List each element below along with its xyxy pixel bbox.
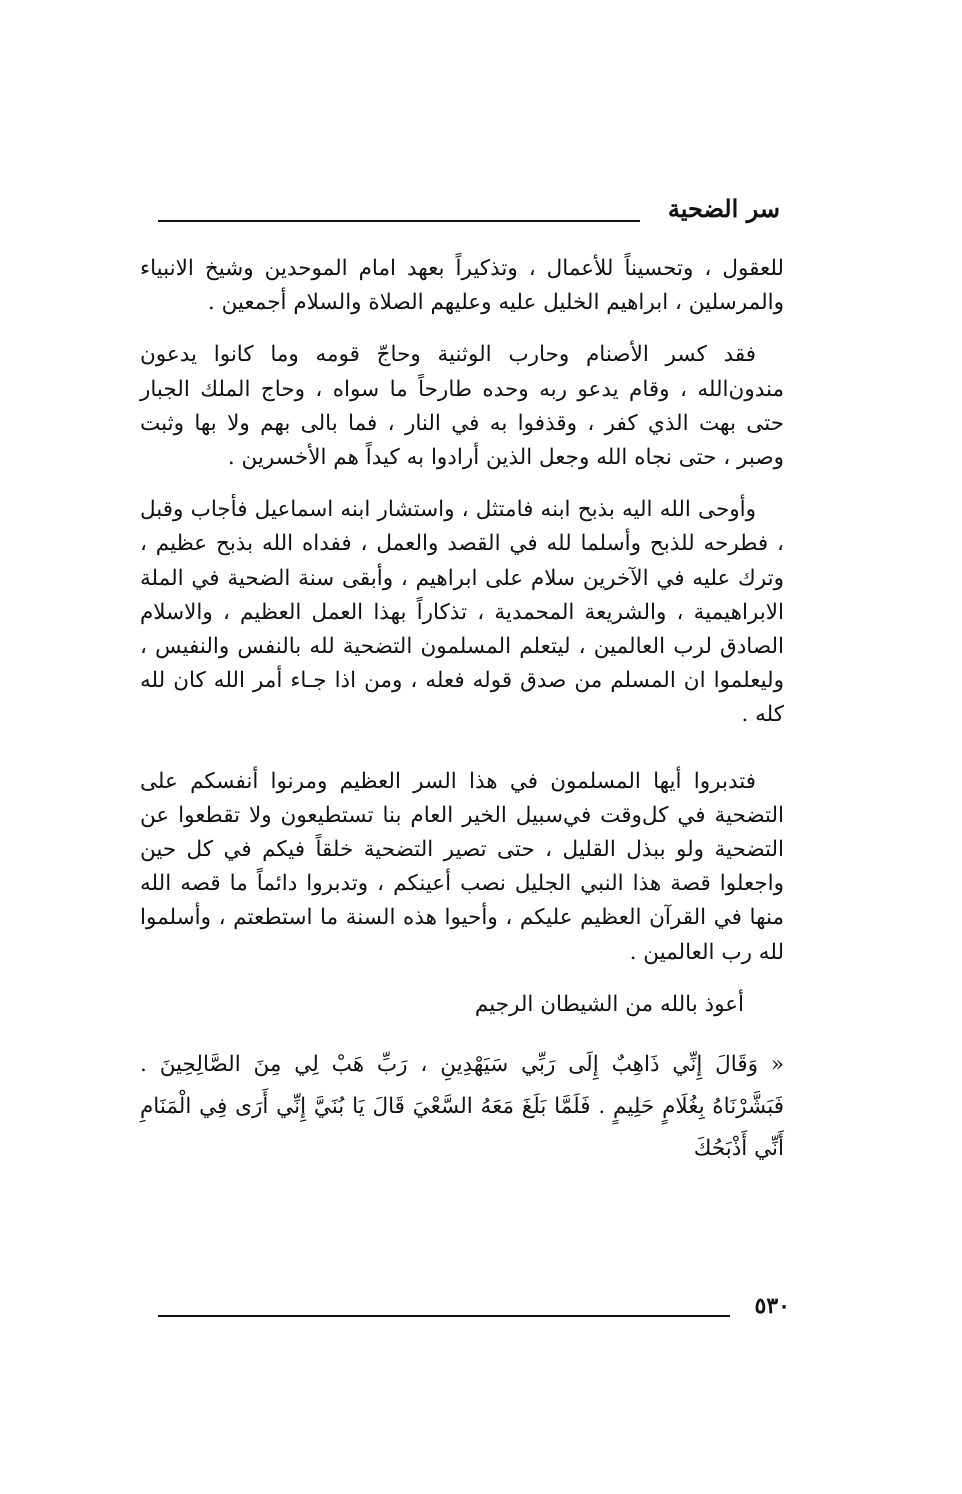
body-text (140, 252, 784, 1170)
paragraph-gap (140, 475, 784, 493)
paragraph-1: للعقول ، وتحسيناً للأعمال ، وتذكيراً بعهد امام الموحدين وشيخ الانبياء والمرسلين ، ابراهيم الخليل عليه وعليهم الصلاة والسلام أجمعين . (140, 256, 784, 316)
chapter-title: سر الضحية (667, 194, 780, 223)
paragraph-2: فقد كسر الأصنام وحارب الوثنية وحاجّ قومه وما كانوا يدعون مندون‌الله ، وقام يدعو ربه وحده طارحاً ما سواه ، وحاج الملك الجبار حتى بهت الذي كفر ، وقذفوا به في النار ، فما بالى بهم ولا بها وثبت وصبر ، حتى نجاه الله وجعل الذين أرادوا به كيداً هم الأخسرين . (140, 342, 784, 471)
paragraph-gap (140, 1022, 784, 1044)
page-number: ٥٣٠ (754, 1293, 790, 1319)
paragraph-gap (140, 970, 784, 988)
running-header (158, 192, 780, 232)
page-footer (158, 1292, 790, 1332)
paragraph-gap (140, 320, 784, 338)
paragraph-4: فتدبروا أيها المسلمون في هذا السر العظيم ومرنوا أنفسكم على التضحية في كل‌وقت في‌سبيل الخير العام بنا تستطيعون ولا تقطعوا عن التضحية ولو ببذل القليل ، حتى تصير التضحية خلقاً فيكم في كل حين واجعلوا قصة هذا النبي الجليل نصب أعينكم ، وتدبروا دائماً ما قصه الله منها في القرآن العظيم عليكم ، وأحيوا هذه السنة ما استطعتم ، وأسلموا لله رب العالمين . (140, 768, 784, 965)
paragraph-3: وأوحى الله اليه بذبح ابنه فامتثل ، واستشار ابنه اسماعيل فأجاب وقبل ، فطرحه للذبح وأسلما لله في القصد والعمل ، ففداه الله بذبح عظيم ، وترك عليه في الآخرين سلام على ابراهيم ، وأبقى سنة الضحية في الملة الابراهيمية ، والشريعة المحمدية ، تذكاراً بهذا العمل العظيم ، والاسلام الصادق لرب العالمين ، ليتعلم المسلمون التضحية لله بالنفس والنفيس ، وليعلموا ان المسلم من صدق قوله فعله ، ومن اذا جـاء أمر الله كان لله كله . (140, 497, 784, 728)
header-rule (158, 220, 640, 222)
footer-rule (158, 1315, 730, 1317)
quran-verse: « وَقَالَ إِنِّي ذَاهِبٌ إِلَى رَبِّي سَيَهْدِينِ ، رَبِّ هَبْ لِي مِنَ الصَّالِحِينَ . فَبَشَّرْنَاهُ بِغُلَامٍ حَلِيمٍ . فَلَمَّا بَلَغَ مَعَهُ السَّعْيَ قَالَ يَا بُنَيَّ إِنِّي أَرَى فِي الْمَنَامِ أَنِّي أَذْبَحُكَ (140, 1051, 784, 1161)
paragraph-gap (140, 733, 784, 765)
istiadha-line: أعوذ بالله من الشيطان الرجيم (474, 991, 744, 1017)
